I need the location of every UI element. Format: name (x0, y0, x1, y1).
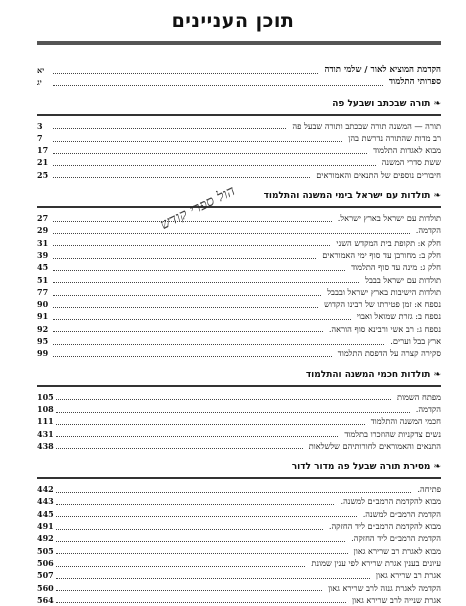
toc-entry[interactable] (37, 120, 441, 132)
dot-leader (53, 165, 376, 166)
entry-page-number: 443 (37, 496, 54, 507)
table-of-contents (37, 64, 441, 606)
ornament-icon: ❧ (433, 98, 441, 109)
dot-leader (56, 412, 410, 413)
section-heading-text: תולדות חכמי המשנה והתלמוד (305, 369, 431, 380)
dot-leader (53, 233, 410, 234)
toc-entry[interactable] (37, 391, 441, 403)
entry-page-number: 51 (37, 274, 49, 285)
entry-page-number: 31 (37, 237, 49, 248)
entry-page-number: 45 (37, 262, 49, 273)
section-rule (37, 385, 441, 387)
section-rule (37, 477, 441, 479)
toc-entry[interactable] (37, 582, 441, 594)
entry-label: נשים צדקניות שהוזכרו בתלמוד (344, 428, 441, 439)
toc-entry[interactable] (37, 212, 441, 224)
entry-page-number: 491 (37, 521, 54, 532)
entry-page-number: 492 (37, 533, 54, 544)
dot-leader (56, 553, 348, 554)
entry-label: הקדמה. (415, 225, 441, 236)
entry-page-number: 99 (37, 348, 49, 359)
toc-entry[interactable] (37, 520, 441, 532)
entry-page-number: 505 (37, 545, 54, 556)
dot-leader (56, 529, 323, 530)
toc-entry[interactable] (37, 508, 441, 520)
toc-entry[interactable] (37, 132, 441, 144)
entry-label: מבוא לאגרת רב שרירא גאון (353, 545, 441, 556)
entry-page-number: 442 (37, 484, 54, 495)
entry-page-number: 29 (37, 225, 49, 236)
toc-entry[interactable] (37, 249, 441, 261)
section-heading (37, 368, 441, 383)
entry-page-number: 3 (37, 120, 43, 131)
entry-page-number: 105 (37, 391, 54, 402)
section-heading-text: מסירת תורה שבעל פה מדור לדור (291, 462, 431, 473)
entry-page-number: 95 (37, 336, 49, 347)
entry-page-number: 431 (37, 428, 54, 439)
dot-leader (53, 270, 345, 271)
dot-leader (56, 541, 345, 542)
entry-page-number: יג (37, 77, 42, 88)
section-heading (37, 97, 441, 112)
toc-entry[interactable] (37, 64, 441, 76)
stamp-watermark: הול ספרי קודש (157, 183, 238, 234)
dot-leader (56, 516, 357, 517)
dot-leader (56, 424, 365, 425)
toc-entry[interactable] (37, 347, 441, 359)
entry-page-number: 91 (37, 311, 49, 322)
toc-entry[interactable] (37, 335, 441, 347)
dot-leader (53, 344, 384, 345)
entry-page-number: 17 (37, 145, 49, 156)
dot-leader (56, 504, 335, 505)
section-heading (37, 460, 441, 475)
toc-entry[interactable] (37, 76, 441, 88)
entry-page-number: 560 (37, 582, 54, 593)
title-rule (37, 41, 441, 45)
entry-label: ששת סדרי המשנה (381, 157, 441, 168)
ornament-icon: ❧ (433, 369, 441, 380)
section-rule (37, 114, 441, 116)
entry-label: תולדות עם ישראל בבבל (365, 274, 441, 285)
entry-label: נספח א: זמן פטירתו של רבינו הקדוש (324, 299, 441, 310)
dot-leader (53, 153, 367, 154)
toc-entry[interactable] (37, 310, 441, 322)
entry-page-number: 438 (37, 440, 54, 451)
entry-page-number: 507 (37, 570, 54, 581)
toc-entry[interactable] (37, 237, 441, 249)
dot-leader (56, 492, 412, 493)
dot-leader (53, 307, 318, 308)
entry-label: תורה — המשנה תורה שבכתב ותורה שבעל פה (292, 120, 441, 131)
toc-entry[interactable] (37, 286, 441, 298)
entry-label: ספרותי התלמוד (388, 77, 441, 88)
dot-leader (53, 295, 321, 296)
entry-page-number: 92 (37, 323, 49, 334)
dot-leader (53, 331, 323, 332)
entry-label: תולדות עם ישראל בארץ ישראל. (337, 213, 441, 224)
toc-entry[interactable] (37, 428, 441, 440)
dot-leader (53, 356, 332, 357)
entry-label: חלק א: תקופת בית המקדש השני (336, 237, 441, 248)
entry-label: חלק ב: מחורבן עד סוף ימי האמוראים (322, 249, 441, 260)
entry-page-number: 90 (37, 299, 49, 310)
dot-leader (56, 578, 370, 579)
entry-page-number: 39 (37, 249, 49, 260)
toc-entry[interactable] (37, 495, 441, 507)
toc-sections (37, 97, 441, 606)
entry-page-number: 506 (37, 557, 54, 568)
entry-page-number: 7 (37, 132, 43, 143)
entry-page-number: 111 (37, 416, 54, 427)
entry-label: אגרת שנייה לרב שרירא גאון (352, 594, 441, 605)
toc-entry[interactable] (37, 415, 441, 427)
entry-label: חכמי המשנה והתלמוד (370, 416, 441, 427)
dot-leader (56, 436, 339, 437)
toc-entry[interactable] (37, 440, 441, 452)
entry-label: מפתח השמות (396, 391, 441, 402)
toc-entry[interactable] (37, 557, 441, 569)
entry-label: סקירה קצרה על הדפסת התלמוד (337, 348, 441, 359)
entry-label: מבוא להקדמת הרמב״ם למשנה. (340, 496, 441, 507)
dot-leader (53, 258, 316, 259)
entry-label: ארץ בבל וערים. (390, 336, 441, 347)
entry-page-number: 21 (37, 157, 49, 168)
toc-entry[interactable] (37, 483, 441, 495)
toc-entry[interactable] (37, 545, 441, 557)
entry-page-number: 27 (37, 213, 49, 224)
section-rule (37, 206, 441, 208)
page-title: תוכן העניינים (171, 10, 295, 32)
toc-entry[interactable] (37, 532, 441, 544)
entry-page-number: 108 (37, 403, 54, 414)
toc-entry[interactable] (37, 261, 441, 273)
entry-label: הקדמה לאגרת גנזה לרב שרירא גאון (328, 582, 441, 593)
dot-leader (56, 448, 303, 449)
dot-leader (53, 128, 286, 129)
entry-label: נספח ב: גזרת שמואל ואבוי (356, 311, 441, 322)
dot-leader (53, 245, 330, 246)
entry-label: חלק ג: מינה עד סוף התלמוד (351, 262, 441, 273)
entry-page-number: יא (37, 65, 45, 75)
dot-leader (56, 399, 391, 400)
ornament-icon: ❧ (433, 462, 441, 473)
entry-label: התנאים והאמוראים לחורותיהם שלשלאות (308, 440, 441, 451)
intro-entries (37, 64, 441, 89)
entry-label: פתיחה. (417, 484, 441, 495)
toc-entry[interactable] (37, 323, 441, 335)
entry-label: נספח ג: רב אשי ורבינא סוף הוראה. (328, 323, 441, 334)
dot-leader (53, 282, 359, 283)
entry-label: מבוא לאגדות התלמוד (373, 145, 441, 156)
toc-entry[interactable] (37, 144, 441, 156)
entry-label: אגרת רב שרירא גאון (375, 570, 441, 581)
entry-label: הקדמה. (415, 403, 441, 414)
entry-label: הקדמת הרמב״ם ליד החזקה. (351, 533, 441, 544)
toc-entry[interactable] (37, 224, 441, 236)
entry-page-number: 25 (37, 169, 49, 180)
entry-page-number: 445 (37, 508, 54, 519)
toc-entry[interactable] (37, 274, 441, 286)
dot-leader (56, 602, 346, 603)
entry-label: הקדמת המוציא לאור / שלמי תודה (324, 65, 441, 75)
dot-leader (53, 85, 383, 86)
entry-label: חיבורים נוספים של התנאים והאמוראים (316, 169, 441, 180)
ornament-icon: ❧ (433, 191, 441, 202)
toc-entry[interactable] (37, 403, 441, 415)
section-heading-text: תורה שבכתב ושבעל פה (332, 98, 431, 109)
entry-label: רב מדות שהתורה נדרשת בהן (348, 132, 441, 143)
entry-page-number: 564 (37, 594, 54, 605)
dot-leader (53, 141, 342, 142)
entry-label: עיונים בענין אגרת שרירא לפי ענין שמונת (311, 557, 441, 568)
dot-leader (53, 221, 332, 222)
toc-entry[interactable] (37, 156, 441, 168)
toc-entry[interactable] (37, 298, 441, 310)
section-heading-text: תולדות עם ישראל בימי המשנה והתלמוד (263, 191, 431, 202)
entry-label: תולדות הישיבות בארץ ישראל ובבבל (327, 286, 441, 297)
dot-leader (53, 319, 351, 320)
toc-entry[interactable] (37, 569, 441, 581)
entry-page-number: 77 (37, 286, 49, 297)
dot-leader (56, 590, 322, 591)
entry-label: הקדמת הרמב״ם למשנה. (362, 508, 441, 519)
entry-label: מבוא להקדמת הרמב״ם ליד החזקה. (328, 521, 441, 532)
dot-leader (56, 566, 306, 567)
dot-leader (53, 73, 318, 74)
